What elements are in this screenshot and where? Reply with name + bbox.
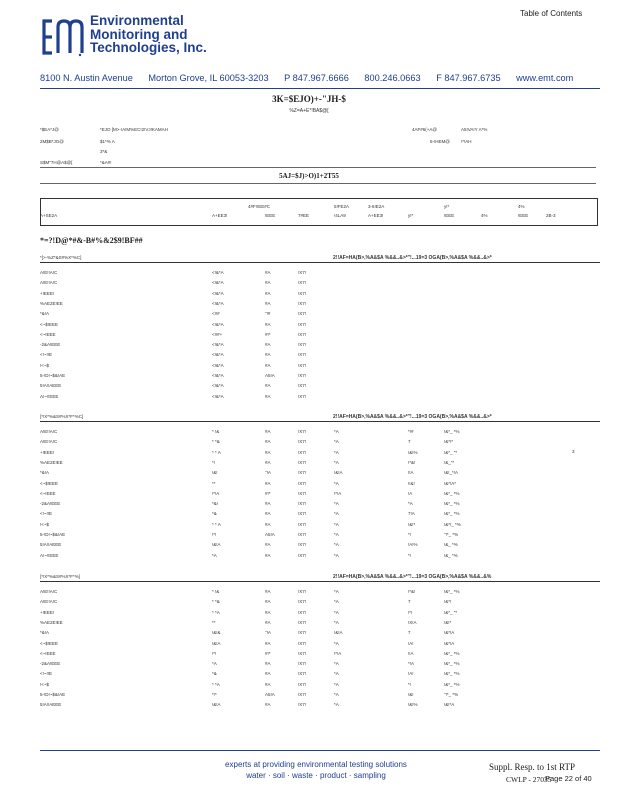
row-cell: !&*!* <box>444 439 454 445</box>
table-1-title: *[>-%Z*&S#%X*%C] <box>40 255 82 260</box>
row-cell: #A <box>265 439 271 445</box>
row-analyte: !<~$ <box>40 681 50 687</box>
row-cell: #A <box>265 609 271 615</box>
footer-services: water · soil · waste · product · sampling <box>246 771 386 780</box>
row-cell: !&*_ *% <box>444 589 460 594</box>
row-cell: !X7! <box>298 532 307 537</box>
column-units: 7#EE <box>298 213 310 218</box>
row-analyte: <~!EEE <box>40 650 56 656</box>
row-cell: #A <box>265 342 271 348</box>
column-group-5: 4% <box>518 204 525 209</box>
row-cell: 7 <box>408 439 411 445</box>
row-cell: !X7! <box>298 393 307 399</box>
row-cell: !&!*A <box>444 702 455 708</box>
row-cell: !&!A <box>212 542 221 548</box>
row-analyte: A!E!!A!C <box>40 429 58 434</box>
column-group-2: 5!FE2A <box>334 204 350 209</box>
row-cell: #A <box>265 671 271 677</box>
row-cell: *A <box>334 599 339 605</box>
section-title: 5AJ=$J)>O)1+2T55 <box>279 172 339 180</box>
column-source-result: A+EE3! <box>368 213 384 218</box>
row-cell: *! <box>408 532 412 537</box>
row-cell: !X7! <box>298 650 307 656</box>
table-3-title: [*!X*%&S#%X*F*%] <box>40 574 81 579</box>
row-cell: !&!A <box>212 640 221 646</box>
row-cell: !*&! <box>408 459 416 465</box>
row-cell: !&!* <box>408 521 416 527</box>
row-cell: !*! <box>212 650 217 656</box>
row-analyte: A!E!!A!C <box>40 280 58 286</box>
row-cell: !X7! <box>298 280 307 286</box>
row-cell: *A <box>334 501 339 507</box>
row-cell: A5!A <box>265 373 275 378</box>
row-cell: #A <box>265 589 271 594</box>
row-cell: *A <box>334 439 339 445</box>
column-header-box <box>40 198 598 226</box>
row-cell: <!!#+ <box>212 331 223 337</box>
row-cell: *A <box>334 589 339 594</box>
info-label-4: S$M"7H@A$@[ <box>40 160 73 165</box>
row-cell: #A <box>265 619 271 625</box>
row-cell: *A <box>334 542 339 548</box>
row-analyte: A!E!!A!C <box>40 599 58 605</box>
city-address: Morton Grove, IL 60053-3203 <box>148 73 269 83</box>
company-name <box>90 14 207 55</box>
row-cell: <!!# <box>212 311 220 317</box>
row-cell: !&*!A* <box>444 480 457 486</box>
info-right-value-2: !*!AH <box>461 139 472 144</box>
row-cell: !X7! <box>298 630 307 636</box>
row-cell: !A <box>408 490 413 496</box>
row-analyte: <~!EEE <box>40 490 56 496</box>
info-divider <box>40 167 596 168</box>
row-cell: * *A <box>212 681 220 687</box>
row-cell: <!&*A <box>212 373 224 378</box>
row-cell: 7 <box>408 630 411 636</box>
row-cell: !X7! <box>298 589 307 594</box>
row-cell: !X7! <box>298 552 307 558</box>
column-group-3: 3-6!E2A <box>368 204 385 209</box>
column-rec-limits: !EEE <box>444 213 455 218</box>
row-cell: ** <box>212 480 216 486</box>
row-cell: <!&*A <box>212 362 224 368</box>
table-1-rule <box>40 262 600 263</box>
row-cell: *A <box>334 619 339 625</box>
row-cell: !X7! <box>298 429 307 434</box>
info-value-4: *&A#! <box>100 160 112 165</box>
row-cell: "!# <box>265 311 271 317</box>
row-cell: !X7! <box>298 609 307 615</box>
column-group-1: 4#F!!EE#C <box>248 204 271 209</box>
row-cell: !&*_ *% <box>444 661 460 667</box>
row-cell: #A <box>265 552 271 558</box>
row-cell: *A <box>212 552 217 558</box>
row-cell: !*&! <box>408 589 416 594</box>
row-analyte: A!~!!EEE <box>40 552 59 558</box>
row-cell: <!&*A <box>212 342 224 348</box>
row-cell: !X7! <box>298 640 307 646</box>
table-1-caption: 2!!AF=HA(B>,%A&$A %&&..&>*"!...19=3 OGA(B>,%A&$A %&&..&>* <box>333 255 492 261</box>
row-cell: !X7! <box>298 671 307 677</box>
row-cell: #A <box>265 521 271 527</box>
supplemental-response-label: Suppl. Resp. to 1st RTP <box>489 762 575 772</box>
row-cell: *! <box>408 552 412 558</box>
row-analyte: <!~!!E <box>40 511 53 517</box>
row-cell: !X7! <box>298 290 307 296</box>
website-link[interactable]: www.emt.com <box>516 73 574 83</box>
row-cell: !&*_ *% <box>444 490 460 496</box>
row-analyte: <~!EEE <box>40 331 56 337</box>
stray-mark: 3 <box>572 449 575 454</box>
row-cell: #A <box>265 352 271 358</box>
info-right-value-1: A5!VA!Y A*% <box>461 127 488 132</box>
row-cell: *A <box>334 681 339 687</box>
row-cell: #A <box>265 300 271 306</box>
table-2-title: [*!X*%&S#%X*F*%C] <box>40 414 84 419</box>
row-cell: * *& <box>212 439 220 445</box>
row-analyte: 5!A!!AEEE <box>40 702 62 708</box>
row-cell: !X7! <box>298 501 307 507</box>
report-title: 3K=$EJO)+-"JH-$ <box>272 94 346 104</box>
column-analyte: A+SE2A <box>40 213 58 218</box>
row-cell: !X7! <box>298 681 307 687</box>
row-cell: !&_ *% <box>444 542 458 548</box>
row-analyte: %AE2E!EE <box>40 619 63 625</box>
row-cell: !&*!A <box>444 630 455 636</box>
row-cell: "!*_ *% <box>444 692 459 697</box>
row-cell: !X7! <box>298 511 307 517</box>
row-analyte: <~$!EEE <box>40 480 59 486</box>
row-cell: !X7! <box>298 373 307 378</box>
company-line-3: Technologies, Inc. <box>90 40 207 55</box>
row-cell: #A <box>265 640 271 646</box>
row-cell: *A <box>334 429 339 434</box>
row-analyte: %AE2E!EE <box>40 459 63 465</box>
row-cell: !X7! <box>298 521 307 527</box>
row-cell: !X7! <box>298 449 307 455</box>
street-address: 8100 N. Austin Avenue <box>40 73 133 83</box>
column-rec: y!* <box>408 213 414 218</box>
page-number: Page 22 of 40 <box>545 774 592 783</box>
row-cell: !&!A <box>334 470 343 476</box>
row-cell: !&*!A <box>444 640 455 646</box>
row-cell: !&*_ *% <box>444 650 460 656</box>
row-cell: #A <box>265 321 271 327</box>
column-notes: 2B-3 <box>546 213 556 218</box>
row-cell: #!* <box>265 331 271 337</box>
row-cell: !X7! <box>298 321 307 327</box>
row-cell: !!A <box>408 650 414 656</box>
row-analyte: +!EEE! <box>40 609 55 615</box>
row-cell: !&!% <box>408 702 418 708</box>
row-cell: *A <box>212 661 217 667</box>
row-cell: * * A <box>212 521 221 527</box>
row-cell: A5!A <box>265 692 275 697</box>
row-analyte: A!E!!A!C <box>40 589 58 594</box>
row-cell: #A <box>265 459 271 465</box>
row-analyte: -2&A!EEE <box>40 342 61 348</box>
row-cell: #A <box>265 393 271 399</box>
row-cell: !X7! <box>298 542 307 548</box>
row-cell: !X7! <box>298 490 307 496</box>
row-cell: !X7! <box>298 692 307 697</box>
table-of-contents-link[interactable]: Table of Contents <box>520 9 583 18</box>
company-line-2: Monitoring and <box>90 26 188 42</box>
row-cell: #A <box>265 702 271 708</box>
row-cell: !!A <box>408 470 414 476</box>
row-cell: *A <box>334 532 339 537</box>
row-cell: !A!% <box>408 542 418 548</box>
row-analyte: <!~!!E <box>40 352 53 358</box>
row-cell: !&!% <box>408 449 418 455</box>
table-2-caption: 2!!AF=HA(B>,%A&$A %&&..&>*"!...19=3 OGA(B>,%A&$A %&&..&>* <box>333 414 492 420</box>
row-cell: * *& <box>212 599 220 605</box>
row-cell: !*! <box>212 532 217 537</box>
row-analyte: %AE2E!EE <box>40 300 63 306</box>
row-cell: !X7! <box>298 439 307 445</box>
row-cell: <!&*A <box>212 352 224 358</box>
table-3-rule <box>40 581 600 582</box>
row-cell: !X7! <box>298 599 307 605</box>
row-analyte: 5-!D!~$&!AE <box>40 532 66 537</box>
column-spike-level: !4LA9 <box>334 213 346 218</box>
row-cell: !*!A <box>334 490 342 496</box>
row-cell: !&*_ "* <box>444 609 458 615</box>
row-analyte: +!EEE! <box>40 290 55 296</box>
row-cell: *& <box>212 511 217 517</box>
row-cell: *A <box>334 552 339 558</box>
row-cell: "!A <box>265 630 271 636</box>
row-cell: !&!A <box>334 630 343 636</box>
row-analyte: *&!A <box>40 630 50 636</box>
row-cell: !*!A <box>212 490 220 496</box>
row-cell: * !& <box>212 429 220 434</box>
row-cell: *A <box>334 661 339 667</box>
row-cell: #A <box>265 501 271 507</box>
info-right-label-2: 5-!HEM@ <box>430 139 450 144</box>
row-cell: !X7! <box>298 470 307 476</box>
address-bar <box>40 73 600 83</box>
row-cell: <!&*A <box>212 300 224 306</box>
row-cell: "!*_ *% <box>444 532 459 537</box>
info-label-1: *$EA*J@ <box>40 127 59 132</box>
row-cell: !A! <box>408 671 414 677</box>
row-cell: *&! <box>212 501 219 507</box>
table-2-rule <box>40 421 600 422</box>
row-cell: *! <box>212 459 216 465</box>
info-value-1: *EJO [M>-!A!M%EC!2!VJ!KAMAH <box>100 127 168 132</box>
row-cell: *A <box>334 671 339 677</box>
row-cell: !X7! <box>298 342 307 348</box>
column-result: A+EE3! <box>212 213 228 218</box>
info-value-2: $1*% A <box>100 139 115 144</box>
row-cell: !!&! <box>408 480 415 486</box>
row-cell: *A <box>334 640 339 646</box>
row-cell: * * A <box>212 449 221 455</box>
row-cell: !X7! <box>298 311 307 317</box>
row-cell: !X7! <box>298 352 307 358</box>
row-cell: !&_"* <box>444 459 455 465</box>
row-cell: *A <box>334 609 339 615</box>
info-value-3: 3*& <box>100 149 108 154</box>
row-cell: #A <box>265 480 271 486</box>
row-cell: !&*! <box>444 599 452 605</box>
row-cell: !X7! <box>298 300 307 306</box>
emt-logo <box>40 17 84 57</box>
row-analyte: <~$!EEE <box>40 640 59 646</box>
row-cell: !X7! <box>298 480 307 486</box>
footer-tagline: experts at providing environmental testing solutions <box>225 760 407 769</box>
row-cell: *A <box>334 521 339 527</box>
footer-rule <box>40 750 600 751</box>
row-cell: #A <box>265 599 271 605</box>
info-right-label-1: 4AF#6(+A@ <box>412 127 437 132</box>
row-analyte: <!~!!E <box>40 671 53 677</box>
row-analyte: !<~$ <box>40 362 50 368</box>
toll-free-number: 800.246.0663 <box>364 73 421 83</box>
row-cell: !&*_ *% <box>444 681 460 687</box>
row-analyte: A!E!!A!C <box>40 439 58 445</box>
row-cell: !&*_ *% <box>444 501 460 507</box>
row-cell: #A <box>265 542 271 548</box>
row-cell: !X7! <box>298 619 307 625</box>
method-title: *=?!D@*#&-B#%&2$9!BF## <box>40 236 143 245</box>
row-cell: #A <box>265 429 271 434</box>
row-cell: *A <box>334 702 339 708</box>
row-analyte: 5-!D!~$&!AE <box>40 692 66 697</box>
row-cell: #A <box>265 661 271 667</box>
row-cell: #!* <box>265 490 271 496</box>
row-cell: *! <box>408 681 412 687</box>
row-cell: A5!A <box>265 532 275 537</box>
row-analyte: 5-!D!~$&!AE <box>40 373 66 378</box>
row-cell: !X7! <box>298 362 307 368</box>
row-cell: #A <box>265 383 271 389</box>
row-cell: #A <box>265 280 271 286</box>
row-cell: <!&*A <box>212 270 224 275</box>
row-cell: *A <box>334 692 339 697</box>
row-analyte: 5!A!!AEEE <box>40 542 62 548</box>
row-cell: *!# <box>408 429 414 434</box>
row-cell: *A <box>408 501 413 507</box>
column-rl: !EEE <box>265 213 276 218</box>
cwlp-number: CWLP - 27035 <box>506 775 552 784</box>
row-cell: #A <box>265 362 271 368</box>
column-rpd: 4% <box>481 213 488 218</box>
row-cell: !&!& <box>212 630 221 636</box>
row-cell: #A <box>265 681 271 687</box>
row-cell: * !& <box>212 589 220 594</box>
row-cell: !&*_ "* <box>444 449 458 455</box>
row-analyte: *&!A <box>40 470 50 476</box>
row-analyte: A!~!!EEE <box>40 393 59 399</box>
row-cell: !*! <box>408 609 413 615</box>
row-cell: #A <box>265 290 271 296</box>
row-cell: !&!_*!A <box>444 470 459 476</box>
row-cell: <!&*A <box>212 280 224 286</box>
row-cell: !&*_ *% <box>444 429 460 434</box>
row-cell: !X7! <box>298 383 307 389</box>
row-cell: *A <box>334 459 339 465</box>
info-label-2: 2M$B*JG@ <box>40 139 64 144</box>
row-analyte: !<~$ <box>40 521 50 527</box>
table-3-caption: 2!!AF=HA(B>,%A&$A %&&..&>*"!...19=3 OGA(B>,%A&$A %&&..&% <box>333 574 492 580</box>
row-analyte: -2&A!EEE <box>40 661 61 667</box>
row-cell: !&! <box>408 692 414 697</box>
row-cell: !&*!_ *% <box>444 521 461 527</box>
column-rpd-limit: !EEE <box>518 213 529 218</box>
row-cell: #A <box>265 511 271 517</box>
row-cell: !X!A <box>408 619 417 625</box>
row-analyte: +!EEE! <box>40 449 55 455</box>
row-cell: !*!A <box>334 650 342 656</box>
phone-number: P 847.967.6666 <box>284 73 349 83</box>
row-analyte: A!E!!A!C <box>40 270 58 275</box>
row-cell: #A <box>265 270 271 275</box>
row-cell: !&_ *% <box>444 552 458 558</box>
row-cell: *!* <box>212 692 217 697</box>
row-cell: ** <box>212 619 216 625</box>
row-cell: #!* <box>265 650 271 656</box>
row-cell: 7 <box>408 599 411 605</box>
fax-number: F 847.967.6735 <box>436 73 501 83</box>
row-cell: !&!* <box>444 619 452 625</box>
row-cell: *A <box>334 480 339 486</box>
row-cell: *A <box>334 449 339 455</box>
row-analyte: -2&A!EEE <box>40 501 61 507</box>
row-cell: !&*_ *% <box>444 511 460 517</box>
header-rule <box>40 88 600 89</box>
row-cell: !A! <box>408 640 414 646</box>
column-group-4: y!* <box>444 204 450 209</box>
row-cell: !X7! <box>298 459 307 465</box>
report-subtitle: %Z=A+E*!BA$@[ <box>289 108 329 114</box>
row-cell: !&! <box>212 470 218 476</box>
row-cell: *!A <box>408 661 415 667</box>
row-cell: *& <box>212 671 217 677</box>
row-cell: <!&*A <box>212 321 224 327</box>
row-cell: <!&*A <box>212 383 224 389</box>
row-cell: *A <box>334 511 339 517</box>
row-cell: * *A <box>212 609 220 615</box>
row-analyte: *&!A <box>40 311 50 317</box>
row-cell: !X7! <box>298 661 307 667</box>
row-cell: !X7! <box>298 270 307 275</box>
row-cell: "!A <box>265 470 271 476</box>
section-divider <box>40 183 596 184</box>
row-cell: !X7! <box>298 331 307 337</box>
row-cell: <!&*A <box>212 290 224 296</box>
row-cell: 7!A <box>408 511 415 517</box>
row-cell: !&!A <box>212 702 221 708</box>
row-cell: #A <box>265 449 271 455</box>
row-analyte: <~$!EEE <box>40 321 59 327</box>
company-line-1: Environmental <box>90 13 184 28</box>
row-cell: !X7! <box>298 702 307 708</box>
row-cell: <!&*A <box>212 393 224 399</box>
row-analyte: 5!A!!AEEE <box>40 383 62 389</box>
row-cell: !&*_ *% <box>444 671 460 677</box>
